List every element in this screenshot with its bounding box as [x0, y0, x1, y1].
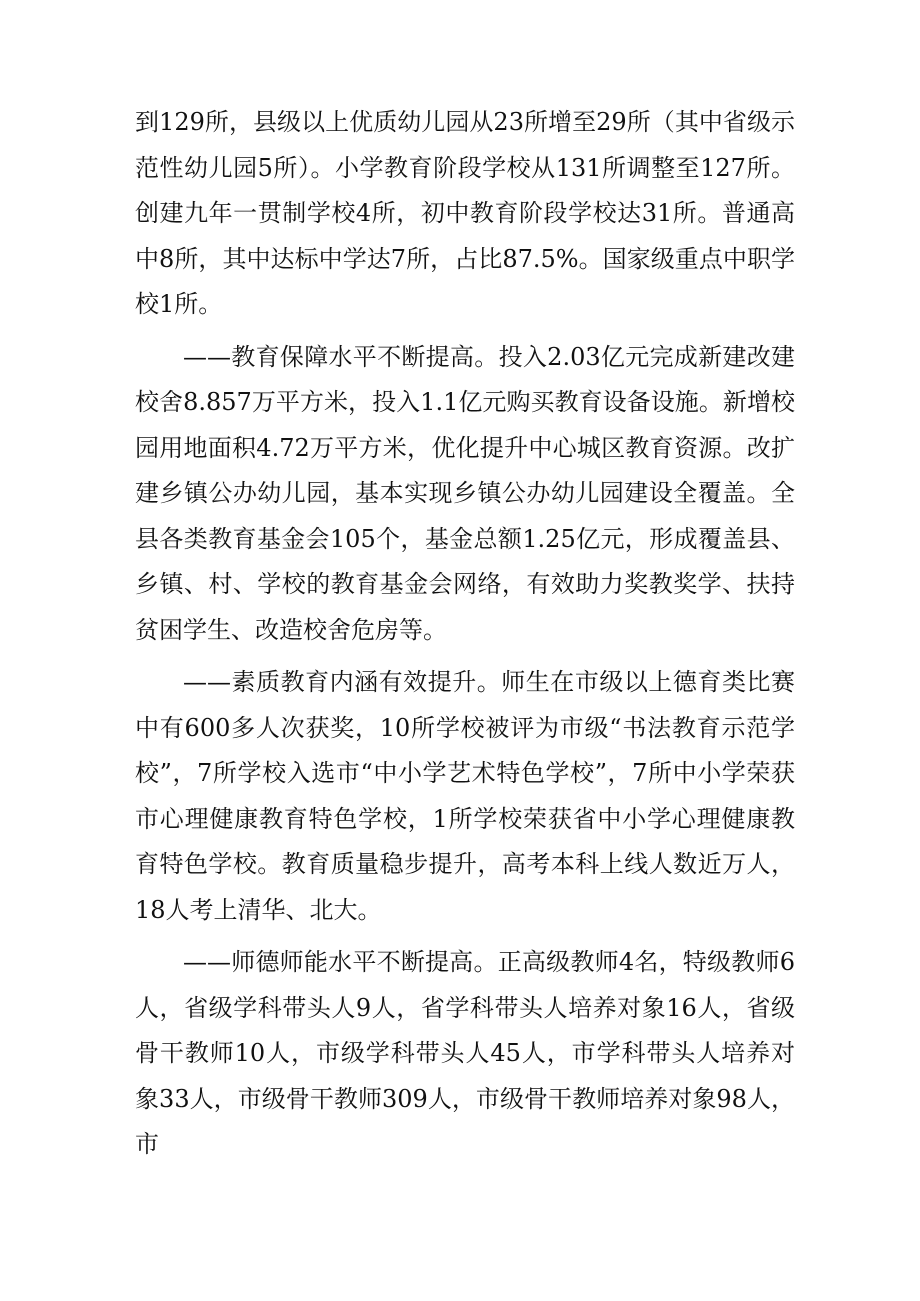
paragraph-education-support: ——教育保障水平不断提高。投入2.03亿元完成新建改建校舍8.857万平方米，投入1.1亿元购买教育设备设施。新增校园用地面积4.72万平方米，优化提升中心城区教育资源。改扩建乡镇公办幼儿园，基本实现乡镇公办幼儿园建设全覆盖。全县各类教育基金会105个，基金总额1.25亿元，形成覆盖县、乡镇、村、学校的教育基金会网络，有效助力奖教奖学、扶持贫困学生、改造校舍危房等。 — [135, 342, 795, 644]
document-body — [135, 100, 795, 1168]
paragraph-quality-education: ——素质教育内涵有效提升。师生在市级以上德育类比赛中有600多人次获奖，10所学校被评为市级“书法教育示范学校”，7所学校入选市“中小学艺术特色学校”，7所中小学荣获市心理健康教育特色学校，1所学校荣获省中小学心理健康教育特色学校。教育质量稳步提升，高考本科上线人数近万人，18人考上清华、北大。 — [135, 668, 795, 924]
paragraph-school-counts: 到129所，县级以上优质幼儿园从23所增至29所（其中省级示范性幼儿园5所）。小学教育阶段学校从131所调整至127所。创建九年一贯制学校4所，初中教育阶段学校达31所。普通高中8所，其中达标中学达7所，占比87.5%。国家级重点中职学校1所。 — [135, 108, 795, 318]
paragraph-teacher-ethics: ——师德师能水平不断提高。正高级教师4名，特级教师6人，省级学科带头人9人，省学科带头人培养对象16人，省级骨干教师10人，市级学科带头人45人，市学科带头人培养对象33人，市级骨干教师309人，市级骨干教师培养对象98人，市 — [135, 948, 795, 1158]
